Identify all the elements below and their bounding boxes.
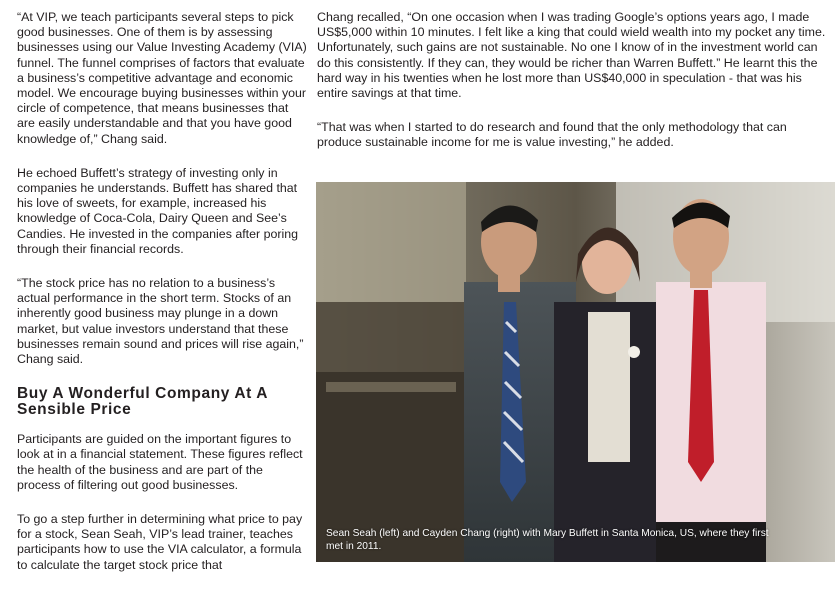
body-paragraph: Participants are guided on the important figures to look at in a financial statement. These figures reflect the health of the business and are part of the process of filtering out good businesses. (17, 432, 303, 492)
photo-caption: Sean Seah (left) and Cayden Chang (right) with Mary Buffett in Santa Monica, US, where they first met in 2011. (326, 528, 769, 552)
section-heading: Buy A Wonderful Company At A Sensible Price (17, 385, 268, 419)
left-column (17, 10, 307, 592)
body-paragraph: To go a step further in determining what price to pay for a stock, Sean Seah, VIP’s lead trainer, teaches participants how to use the VIA calculator, a formula to calculate the target stock price that (17, 512, 303, 572)
body-paragraph: “That was when I started to do research and found that the only methodology that can produce sustainable income for me is value investing,” he added. (317, 120, 787, 150)
body-paragraph: Chang recalled, “On one occasion when I was trading Google’s options years ago, I made US$5,000 within 10 minutes. I felt like a king that could wield wealth into my pocket any time. Unfortunately, such gains are not sustainable. No one I know of in the investment world can do this consistently. If they can, they would be richer than Warren Buffett.” He learnt this the hard way in his twenties when he lost more than US$40,000 in speculation - that was his entire savings at that time. (317, 10, 826, 101)
body-paragraph: He echoed Buffett’s strategy of investing only in companies he understands. Buffett has shared that his love of sweets, for example, increased his knowledge of Coca-Cola, Dairy Queen and See’s Candies. He invested in the companies after poring through their financial records. (17, 165, 299, 256)
body-paragraph: “The stock price has no relation to a business’s actual performance in the short term. Stocks of an inherently good business may plunge in a down market, but value investors understand that these businesses remain sound and prices will rise again,” Chang said. (17, 276, 304, 367)
photo-illustration (316, 182, 835, 562)
group-photo (316, 182, 835, 562)
right-column (317, 10, 832, 170)
body-paragraph: “At VIP, we teach participants several steps to pick good businesses. One of them is by assessing businesses using our Value Investing Academy (VIA) funnel. The funnel comprises of factors that evaluate a business’s competitive advantage and economic model. We encourage buying businesses within your circle of competence, that means businesses that are easily understandable and that you have good knowledge of,” Chang said. (17, 10, 307, 146)
